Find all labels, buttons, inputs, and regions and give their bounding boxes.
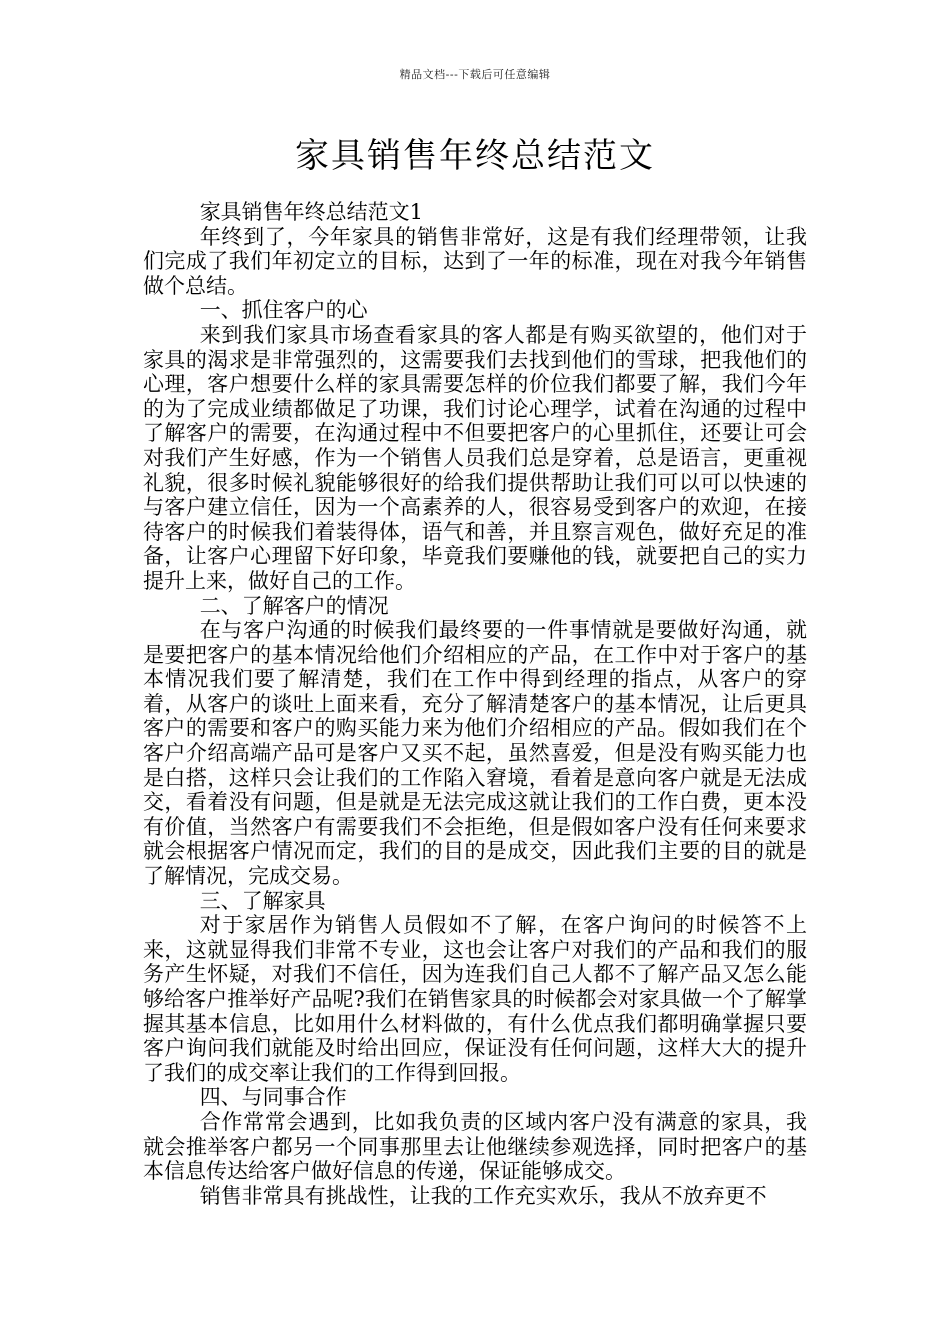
header-note: 精品文档---下载后可任意编辑 <box>399 68 551 81</box>
section-heading-2: 二、了解客户的情况 <box>199 593 389 618</box>
paragraph-1: 来到我们家具市场查看家具的客人都是有购买欲望的，他们对于家具的渴求是非常强烈的，这需要我们去找到他们的雪球，把我他们的心理，客户想要什么样的家具需要怎样的价位我们都要了解，我们今年的为了完成业绩都做足了功课，我们讨论心理学，试着在沟通的过程中了解客户的需要，在沟通过程中不但要把客户的心里抓住，还要让可会对我们产生好感，作为一个销售人员我们总是穿着，总是语言，更重视礼貌，很多时候礼貌能够很好的给我们提供帮助让我们可以可以快速的与客户建立信任，因为一个高素养的人，很容易受到客户的欢迎，在接待客户的时候我们着装得体，语气和善，并且察言观色，做好充足的准备，让客户心理留下好印象，毕竟我们要赚他的钱，就要把自己的实力提升上来，做好自己的工作。 <box>143 322 807 593</box>
document-title: 家具销售年终总结范文 <box>295 136 655 176</box>
section-heading-intro: 家具销售年终总结范文1 <box>199 200 424 224</box>
paragraph-4: 合作常常会遇到，比如我负责的区域内客户没有满意的家具，我就会推举客户都另一个同事那里去让他继续参观选择，同时把客户的基本信息传达给客户做好信息的传递，保证能够成交。 <box>143 1109 807 1184</box>
paragraph-2: 在与客户沟通的时候我们最终要的一件事情就是要做好沟通，就是要把客户的基本情况给他们介绍相应的产品，在工作中对于客户的基本情况我们要了解清楚，我们在工作中得到经理的指点，从客户的穿着，从客户的谈吐上面来看，充分了解清楚客户的基本情况，让后更具客户的需要和客户的购买能力来为他们介绍相应的产品。假如我们在个客户介绍高端产品可是客户又买不起，虽然喜爱，但是没有购买能力也是白搭，这样只会让我们的工作陷入窘境，看着是意向客户就是无法成交，看着没有问题，但是就是无法完成这就让我们的工作白费，更本没有价值，当然客户有需要我们不会拒绝，但是假如客户没有任何来要求就会根据客户情况而定，我们的目的是成交，因此我们主要的目的就是了解情况，完成交易。 <box>143 618 807 889</box>
section-heading-1: 一、抓住客户的心 <box>199 298 368 323</box>
document-body <box>143 200 807 1208</box>
paragraph-intro: 年终到了，今年家具的销售非常好，这是有我们经理带领，让我们完成了我们年初定立的目标，达到了一年的标准，现在对我今年销售做个总结。 <box>143 224 807 298</box>
section-heading-4: 四、与同事合作 <box>199 1085 347 1110</box>
paragraph-3: 对于家居作为销售人员假如不了解，在客户询问的时候答不上来，这就显得我们非常不专业，这也会让客户对我们的产品和我们的服务产生怀疑，对我们不信任，因为连我们自己人都不了解产品又怎么能够给客户推举好产品呢?我们在销售家具的时候都会对家具做一个了解掌握其基本信息，比如用什么材料做的，有什么优点我们都明确掌握只要客户询问我们就能及时给出回应，保证没有任何问题，这样大大的提升了我们的成交率让我们的工作得到回报。 <box>143 913 807 1085</box>
section-heading-3: 三、了解家具 <box>199 888 326 913</box>
paragraph-closing: 销售非常具有挑战性，让我的工作充实欢乐，我从不放弃更不 <box>199 1183 767 1208</box>
